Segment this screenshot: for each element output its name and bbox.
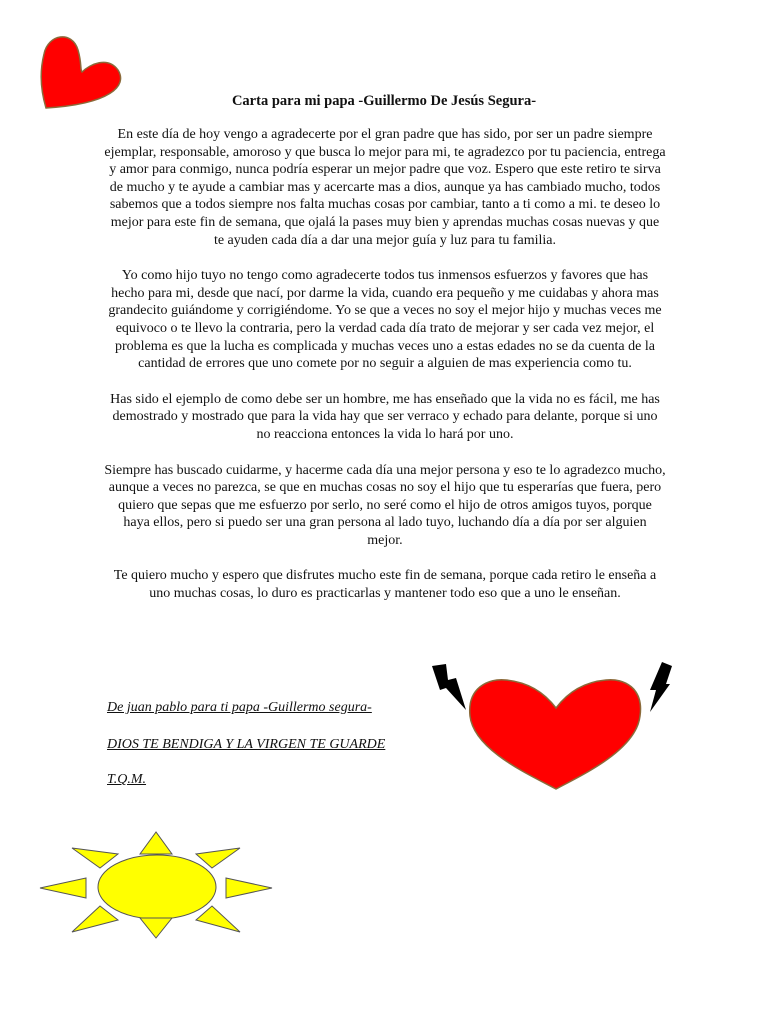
signature-line-blessing: DIOS TE BENDIGA Y LA VIRGEN TE GUARDE [107, 737, 386, 752]
signature-line-tqm: T.Q.M. [107, 772, 147, 787]
letter-body [104, 126, 666, 621]
paragraph-3: Has sido el ejemplo de como debe ser un hombre, me has enseñado que la vida no es fácil, me has demostrado y mostrado que para la vida hay que ser verraco y echado para delante, porque si uno no reacciona entonces la vida lo hará por uno. [110, 391, 660, 442]
lightning-bolt-left-icon [430, 662, 468, 712]
sun-icon [38, 828, 274, 940]
lightning-bolt-right-icon [644, 660, 674, 714]
paragraph-5: Te quiero mucho y espero que disfrutes mucho este fin de semana, porque cada retiro le enseña a uno muchas cosas, lo duro es practicarlas y mantener todo eso que a uno le enseñan. [113, 568, 657, 602]
paragraph-4: Siempre has buscado cuidarme, y hacerme cada día una mejor persona y eso te lo agradezco mucho, aunque a veces no parezca, se que en muchas cosas no soy el hijo que tu esperarías que fuera, pero quiero que sepas que me esfuerzo por serlo, no seré como el hijo de otros amigos tuyos, porque haya ellos, pero si puedo ser una gran persona al lado tuyo, luchando día a día por ser alguien mejor. [104, 462, 666, 548]
letter-title: Carta para mi papa -Guillermo De Jesús Segura- [231, 93, 537, 109]
paragraph-1: En este día de hoy vengo a agradecerte por el gran padre que has sido, por ser un padre siempre ejemplar, responsable, amoroso y que busca lo mejor para mi, te agradezco por tu paciencia, entrega y amor para conmigo, nunca podría esperar un mejor padre que voz. Espero que este retiro te sirva de mucho y te ayude a cambiar mas y acercarte mas a dios, aunque ya has cambiado mucho, todos sabemos que a todos siempre nos falta muchas cosas por cambiar, tanto a ti como a mi. te deseo lo mejor para este fin de semana, que ojalá la pases muy bien y aprendas muchas cosas nuevas y que te ayuden cada día a dar una mejor guía y luz para tu familia. [104, 127, 666, 248]
signature-line-from: De juan pablo para ti papa -Guillermo segura- [107, 700, 372, 715]
paragraph-2: Yo como hijo tuyo no tengo como agradecerte todos tus inmensos esfuerzos y favores que has hecho para mi, desde que nací, por darme la vida, cuando era pequeño y me cuidabas y ahora mas grandecito guiándome y corrigiéndome. Yo se que a veces no soy el mejor hijo y muchas veces me equivoco o te llevo la contraria, pero la verdad cada día trato de mejorar y ser cada vez mejor, el problema es que la lucha es complicada y muchas veces uno a estas edades no se da cuenta de la cantidad de errores que uno comete por no seguir a alguien de mas experiencia como tu. [108, 268, 662, 372]
heart-large-icon [468, 676, 644, 792]
